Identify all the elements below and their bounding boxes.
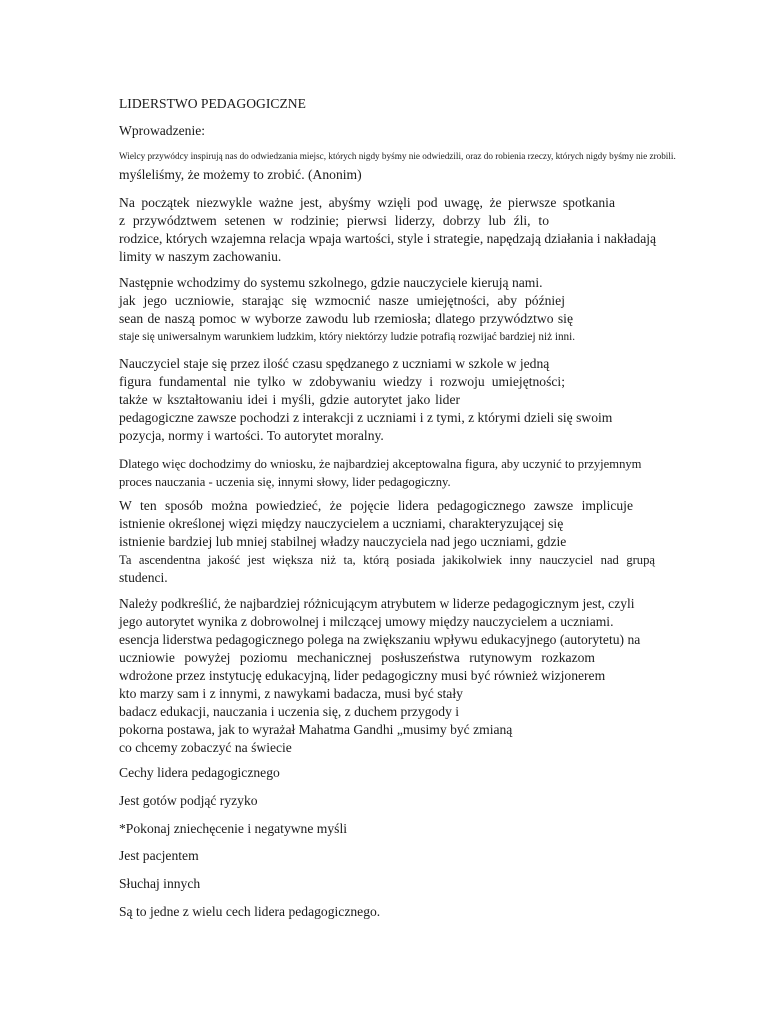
trait-item: Jest gotów podjąć ryzyko [119, 793, 258, 808]
paragraph-line: kto marzy sam i z innymi, z nawykami badacza, musi być stały [119, 686, 463, 701]
paragraph-line: co chcemy zobaczyć na świecie [119, 740, 292, 755]
traits-heading: Cechy lidera pedagogicznego [119, 765, 280, 780]
trait-item: Słuchaj innych [119, 876, 201, 891]
quote-line-1: Wielcy przywódcy inspirują nas do odwiedzania miejsc, których nigdy byśmy nie odwiedzili, oraz do robienia rzeczy, których nigdy byśmy nie zrobili. [119, 151, 676, 161]
paragraph-line: istnienie bardziej lub mniej stabilnej władzy nauczyciela nad jego uczniami, gdzie [119, 534, 567, 549]
paragraph-6 [119, 595, 640, 757]
paragraph-line: studenci. [119, 570, 168, 585]
paragraph-line: także w kształtowaniu idei i myśli, gdzie autorytet jako lider [119, 392, 460, 407]
paragraph-line: proces nauczania - uczenia się, innymi słowy, lider pedagogiczny. [119, 475, 451, 489]
paragraph-line: Ta ascendentna jakość jest większa niż ta, którą posiada jakikolwiek inny nauczyciel nad grupą [119, 553, 655, 567]
paragraph-line: istnienie określonej więzi między nauczycielem a uczniami, charakteryzującej się [119, 516, 564, 531]
paragraph-line: pozycja, normy i wartości. To autorytet moralny. [119, 428, 384, 443]
paragraph-line: Należy podkreślić, że najbardziej różnicującym atrybutem w liderze pedagogicznym jest, czyli [119, 596, 635, 611]
paragraph-line: Następnie wchodzimy do systemu szkolnego, gdzie nauczyciele kierują nami. [119, 275, 543, 290]
paragraph-1 [119, 194, 656, 266]
paragraph-line: staje się uniwersalnym warunkiem ludzkim, który niektórzy ludzie potrafią rozwijać bardziej niż inni. [119, 331, 576, 343]
paragraph-line: limity w naszym zachowaniu. [119, 249, 282, 264]
document-title: LIDERSTWO PEDAGOGICZNE [119, 96, 306, 111]
paragraph-line: wdrożone przez instytucję edukacyjną, lider pedagogiczny musi być również wizjonerem [119, 668, 606, 683]
paragraph-line: pokorna postawa, jak to wyrażał Mahatma Gandhi „musimy być zmianą [119, 722, 513, 737]
closing-sentence: Są to jedne z wielu cech lidera pedagogicznego. [119, 904, 381, 919]
paragraph-line: Dlatego więc dochodzimy do wniosku, że najbardziej akceptowalna figura, aby uczynić to przyjemnym [119, 457, 642, 471]
paragraph-line: z przywództwem setenen w rodzinie; pierwsi liderzy, dobrzy lub źli, to [119, 213, 549, 228]
paragraph-line: esencja liderstwa pedagogicznego polega na zwiększaniu wpływu edukacyjnego (autorytetu) na [119, 632, 641, 647]
paragraph-line: Nauczyciel staje się przez ilość czasu spędzanego z uczniami w szkole w jedną [119, 356, 550, 371]
paragraph-line: Na początek niezwykle ważne jest, abyśmy wzięli pod uwagę, że pierwsze spotkania [119, 195, 615, 210]
paragraph-2 [119, 274, 575, 346]
intro-label: Wprowadzenie: [119, 123, 206, 138]
paragraph-line: jak jego uczniowie, starając się wzmocnić nasze umiejętności, aby później [119, 293, 565, 308]
paragraph-line: badacz edukacji, nauczania i uczenia się, z duchem przygody i [119, 704, 460, 719]
paragraph-line: jego autorytet wynika z dobrowolnej i milczącej umowy między nauczycielem a uczniami. [119, 614, 614, 629]
paragraph-line: rodzice, których wzajemna relacja wpaja wartości, style i strategie, napędzają działania i nakładają [119, 231, 657, 246]
paragraph-line: figura fundamental nie tylko w zdobywaniu wiedzy i rozwoju umiejętności; [119, 374, 565, 389]
trait-item: *Pokonaj zniechęcenie i negatywne myśli [119, 821, 348, 836]
paragraph-5 [119, 497, 655, 587]
paragraph-line: sean de naszą pomoc w wyborze zawodu lub rzemiosła; dlatego przywództwo się [119, 311, 573, 326]
trait-item: Jest pacjentem [119, 848, 199, 863]
paragraph-3 [119, 355, 612, 445]
paragraph-4 [119, 455, 641, 491]
paragraph-line: pedagogiczne zawsze pochodzi z interakcji z uczniami i z tymi, z którymi dzieli się swoim [119, 410, 613, 425]
paragraph-line: W ten sposób można powiedzieć, że pojęcie lidera pedagogicznego zawsze implicuje [119, 498, 633, 513]
quote-line-2: myśleliśmy, że możemy to zrobić. (Anonim) [119, 167, 362, 182]
paragraph-line: uczniowie powyżej poziomu mechanicznej posłuszeństwa rutynowym rozkazom [119, 650, 595, 665]
